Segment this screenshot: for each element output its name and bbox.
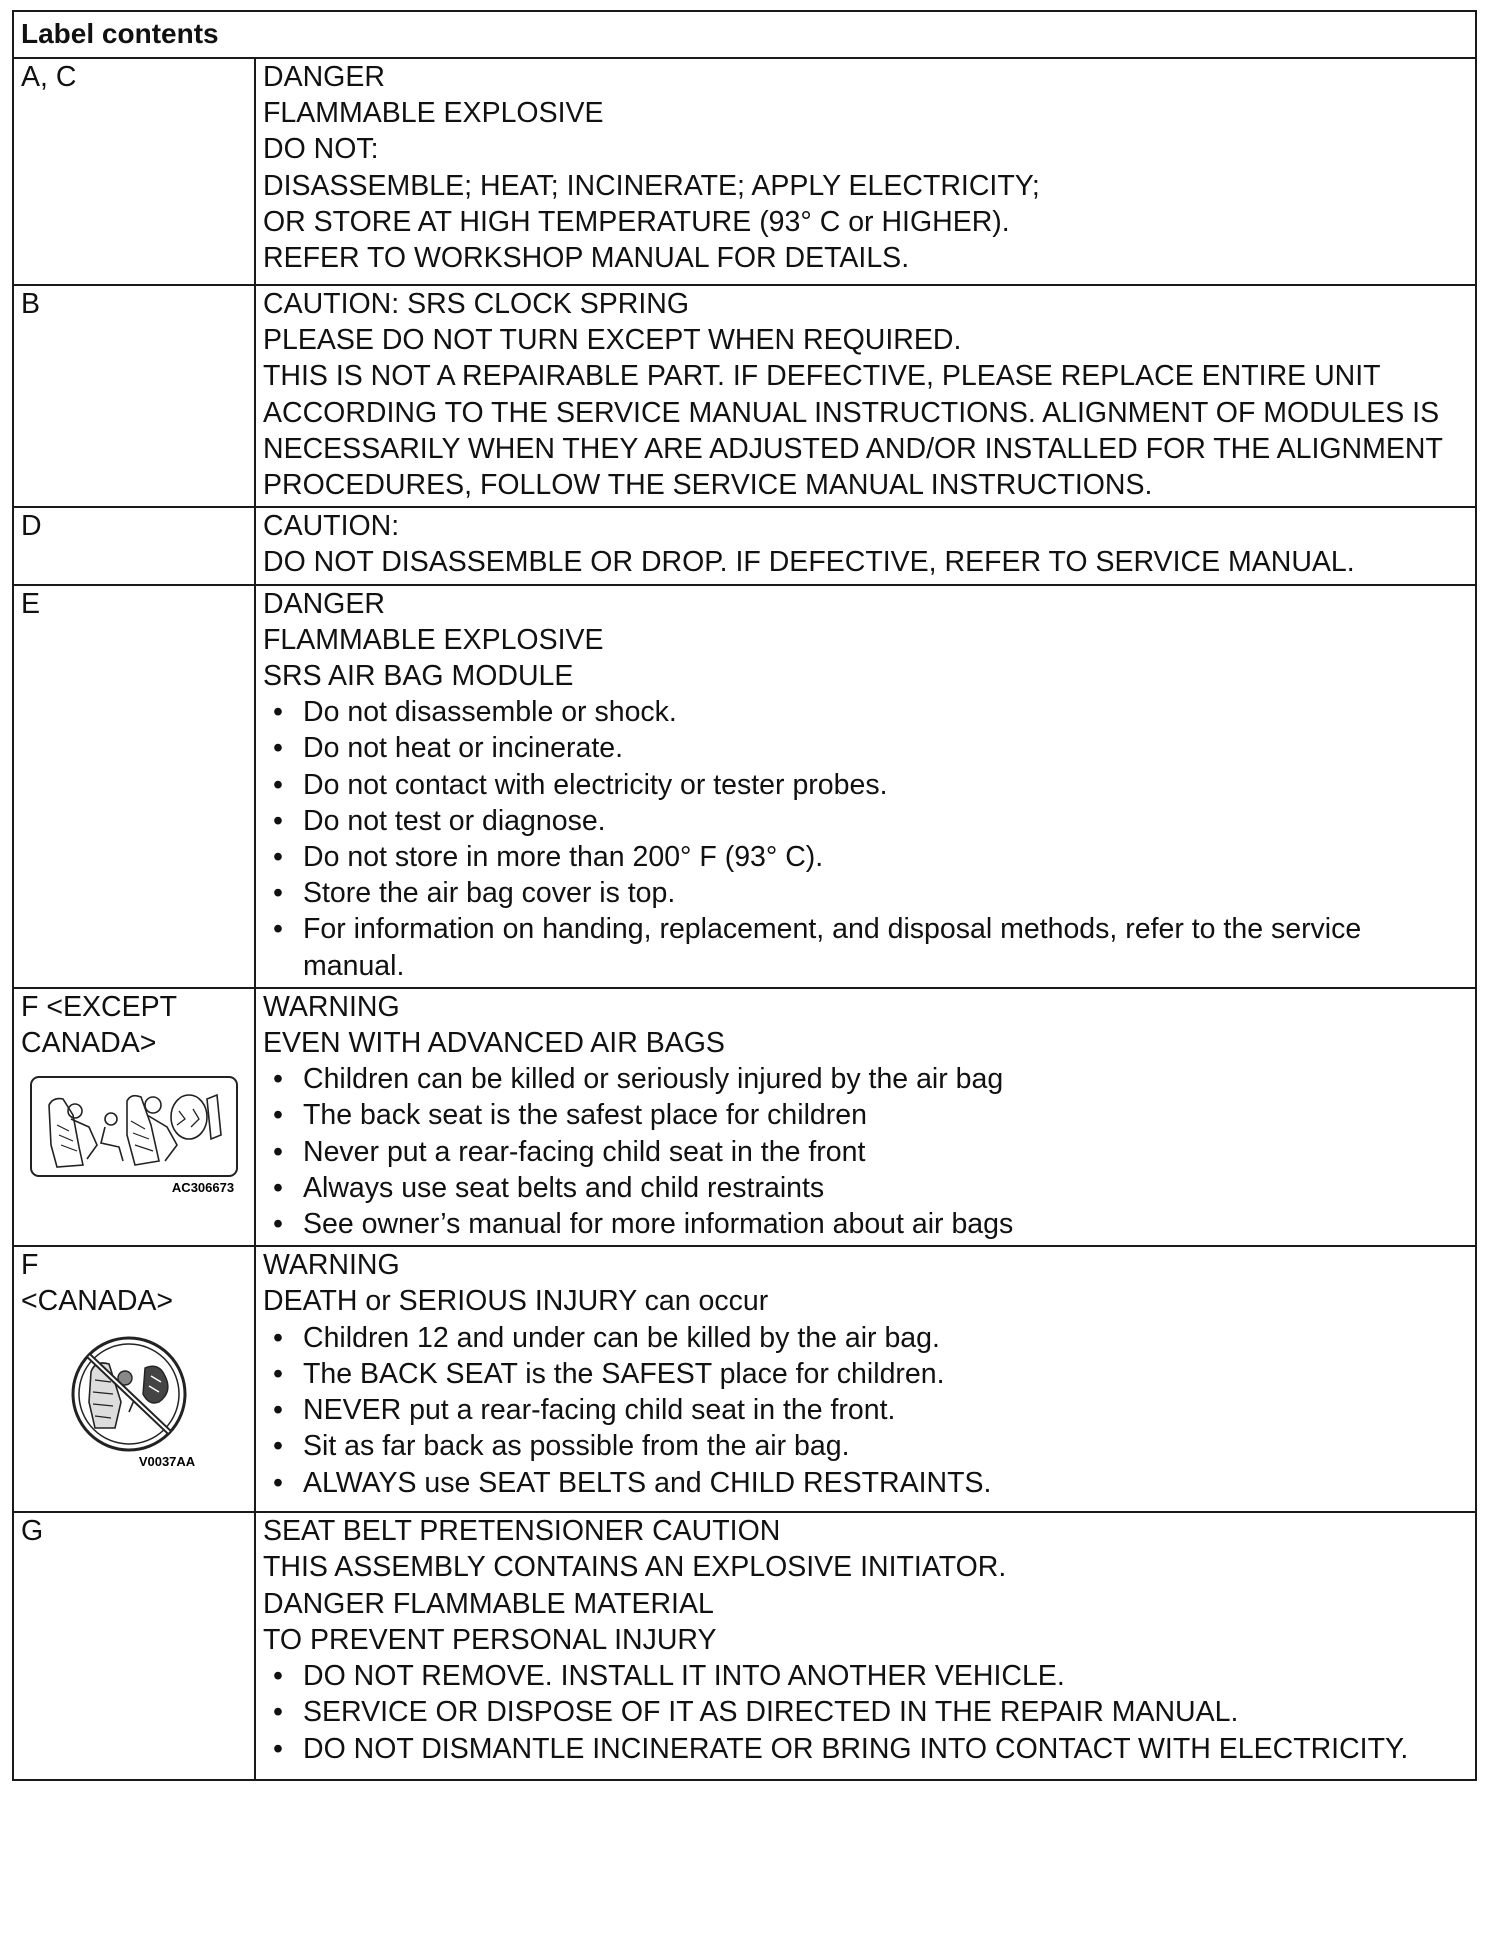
content-line: OR STORE AT HIGH TEMPERATURE (93° C or HIGHER). [263, 205, 1010, 238]
table-row [13, 1512, 1476, 1780]
content-line: REFER TO WORKSHOP MANUAL FOR DETAILS. [263, 242, 910, 275]
content-line: DANGER [263, 587, 385, 620]
row-content [255, 1246, 1476, 1512]
content-line: EVEN WITH ADVANCED AIR BAGS [263, 1027, 725, 1060]
content-line: DEATH or SERIOUS INJURY can occur [263, 1285, 769, 1318]
bullet-item: • Sit as far back as possible from the air bag. [263, 1428, 1469, 1464]
bullet-item: • Never put a rear-facing child seat in the front [263, 1134, 1469, 1170]
content-line: DO NOT: [263, 133, 379, 166]
content-line: SEAT BELT PRETENSIONER CAUTION [263, 1515, 781, 1548]
bullet-item: • Do not store in more than 200° F (93° C). [263, 839, 1469, 875]
bullet-item: • See owner’s manual for more information about air bags [263, 1206, 1469, 1242]
content-line: CAUTION: SRS CLOCK SPRING [263, 288, 689, 320]
figure-code: V0037AA [138, 1453, 196, 1468]
row-content [255, 988, 1476, 1246]
table-row [13, 585, 1476, 988]
row-label: F [21, 1249, 39, 1282]
bullet-list [263, 1658, 1469, 1767]
label-contents-table [12, 10, 1477, 1781]
row-label: A, C [13, 58, 255, 285]
no-child-seat-icon [55, 1332, 215, 1468]
airbag-prohibition-illustration [55, 1332, 248, 1468]
row-label-cell [13, 988, 255, 1246]
content-line: THIS ASSEMBLY CONTAINS AN EXPLOSIVE INITIATOR. [263, 1551, 1007, 1584]
content-line: SRS AIR BAG MODULE [263, 660, 574, 693]
content-line: DISASSEMBLE; HEAT; INCINERATE; APPLY ELECTRICITY; [263, 169, 1040, 202]
bullet-item: • SERVICE OR DISPOSE OF IT AS DIRECTED IN THE REPAIR MANUAL. [263, 1694, 1469, 1730]
row-content [255, 58, 1476, 285]
bullet-item: • Do not contact with electricity or tester probes. [263, 767, 1469, 803]
content-line: DO NOT DISASSEMBLE OR DROP. IF DEFECTIVE, REFER TO SERVICE MANUAL. [263, 546, 1355, 579]
content-line: PLEASE DO NOT TURN EXCEPT WHEN REQUIRED. [263, 324, 962, 357]
content-line: CAUTION: [263, 510, 400, 543]
content-line: WARNING [263, 990, 400, 1023]
row-label: <CANADA> [21, 1285, 174, 1318]
bullet-item: • NEVER put a rear-facing child seat in the front. [263, 1392, 1469, 1428]
bullet-item: • Store the air bag cover is top. [263, 875, 1469, 911]
row-content [255, 585, 1476, 988]
content-line: FLAMMABLE EXPLOSIVE [263, 97, 604, 130]
bullet-item: • Do not test or diagnose. [263, 803, 1469, 839]
bullet-item: • DO NOT DISMANTLE INCINERATE OR BRING INTO CONTACT WITH ELECTRICITY. [263, 1731, 1469, 1767]
row-content [255, 507, 1476, 584]
row-label: F <EXCEPT CANADA> [21, 990, 177, 1060]
row-content [255, 1512, 1476, 1780]
bullet-item: • Always use seat belts and child restraints [263, 1170, 1469, 1206]
bullet-item: • ALWAYS use SEAT BELTS and CHILD RESTRAINTS. [263, 1465, 1469, 1501]
bullet-list [263, 1061, 1469, 1242]
bullet-item: • Children can be killed or seriously injured by the air bag [263, 1061, 1469, 1097]
table-row [13, 507, 1476, 584]
content-line: WARNING [263, 1249, 400, 1282]
table-header: Label contents [13, 11, 1476, 58]
airbag-warning-illustration [27, 1075, 248, 1195]
bullet-item: • For information on handing, replacement, and disposal methods, refer to the service manual. [263, 911, 1469, 983]
table-row [13, 58, 1476, 285]
child-seat-airbag-icon [27, 1075, 243, 1195]
content-line: DANGER FLAMMABLE MATERIAL [263, 1587, 714, 1620]
bullet-item: • Do not disassemble or shock. [263, 694, 1469, 730]
bullet-item: • DO NOT REMOVE. INSTALL IT INTO ANOTHER VEHICLE. [263, 1658, 1469, 1694]
row-label: B [13, 285, 255, 507]
content-line: TO PREVENT PERSONAL INJURY [263, 1623, 717, 1656]
bullet-item: • Do not heat or incinerate. [263, 730, 1469, 766]
bullet-item: • Children 12 and under can be killed by the air bag. [263, 1320, 1469, 1356]
bullet-item: • The BACK SEAT is the SAFEST place for children. [263, 1356, 1469, 1392]
row-label: G [13, 1512, 255, 1780]
table-row [13, 285, 1476, 507]
table-row [13, 1246, 1476, 1512]
row-content [255, 285, 1476, 507]
bullet-list [263, 694, 1469, 984]
table-header-row [13, 11, 1476, 58]
row-label: E [13, 585, 255, 988]
content-line: FLAMMABLE EXPLOSIVE [263, 623, 604, 656]
content-line: DANGER [263, 61, 385, 93]
row-label: D [13, 507, 255, 584]
bullet-list [263, 1320, 1469, 1501]
row-label-cell [13, 1246, 255, 1512]
bullet-item: • The back seat is the safest place for children [263, 1097, 1469, 1133]
table-row [13, 988, 1476, 1246]
content-paragraph: THIS IS NOT A REPAIRABLE PART. IF DEFECTIVE, PLEASE REPLACE ENTIRE UNIT ACCORDING TO THE SERVICE MANUAL INSTRUCTIONS. ALIGNMENT OF MODULES IS NECESSARILY WHEN THEY ARE ADJUSTED AND/OR INSTALLED FOR THE ALIGNMENT PROCEDURES, FOLLOW THE SERVICE MANUAL INSTRUCTIONS. [263, 360, 1443, 502]
figure-code: AC306673 [171, 1180, 235, 1196]
